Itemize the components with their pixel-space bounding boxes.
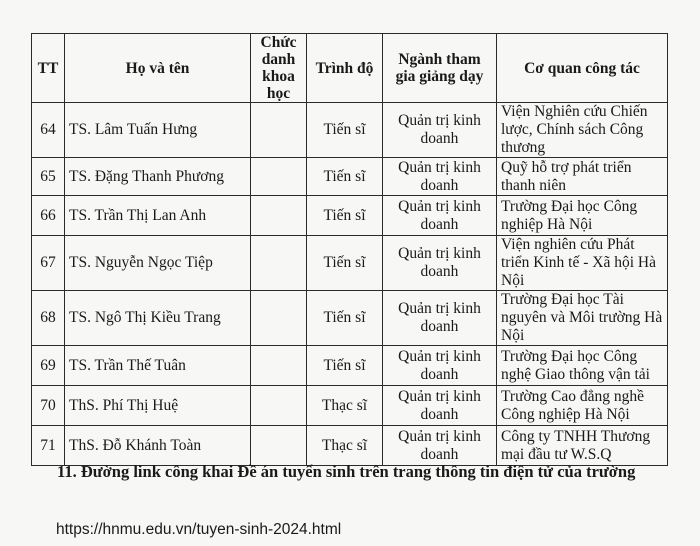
table-row <box>32 346 668 386</box>
cell-degree: Thạc sĩ <box>307 386 383 426</box>
cell-degree: Tiến sĩ <box>307 196 383 236</box>
cell-title <box>251 196 307 236</box>
cell-title <box>251 158 307 196</box>
cell-tt: 66 <box>32 196 65 236</box>
cell-field: Quản trị kinh doanh <box>383 291 497 346</box>
cell-name: TS. Đặng Thanh Phương <box>65 158 251 196</box>
cell-name: ThS. Phí Thị Huệ <box>65 386 251 426</box>
cell-org: Trường Đại học Công nghệ Giao thông vận tải <box>497 346 668 386</box>
cell-name: TS. Lâm Tuấn Hưng <box>65 103 251 158</box>
cell-name: ThS. Đỗ Khánh Toàn <box>65 426 251 466</box>
cell-degree: Tiến sĩ <box>307 291 383 346</box>
cell-title <box>251 103 307 158</box>
cell-name: TS. Nguyễn Ngọc Tiệp <box>65 236 251 291</box>
table-row <box>32 386 668 426</box>
cell-field: Quản trị kinh doanh <box>383 196 497 236</box>
cell-tt: 70 <box>32 386 65 426</box>
cell-title <box>251 426 307 466</box>
admission-link[interactable]: https://hnmu.edu.vn/tuyen-sinh-2024.html <box>56 521 342 538</box>
cell-tt: 67 <box>32 236 65 291</box>
section-heading: 11. Đường link công khai Đề án tuyển sinh trên trang thông tin điện tử của trường <box>57 462 636 481</box>
cell-name: TS. Trần Thế Tuân <box>65 346 251 386</box>
faculty-table <box>31 33 668 466</box>
table-row <box>32 196 668 236</box>
cell-tt: 68 <box>32 291 65 346</box>
header-tt: TT <box>32 34 65 103</box>
cell-title <box>251 386 307 426</box>
header-title: Chức danh khoa học <box>251 34 307 103</box>
table-row <box>32 158 668 196</box>
cell-org: Quỹ hỗ trợ phát triển thanh niên <box>497 158 668 196</box>
header-org: Cơ quan công tác <box>497 34 668 103</box>
cell-name: TS. Ngô Thị Kiều Trang <box>65 291 251 346</box>
cell-tt: 69 <box>32 346 65 386</box>
table-row <box>32 291 668 346</box>
cell-degree: Tiến sĩ <box>307 158 383 196</box>
cell-name: TS. Trần Thị Lan Anh <box>65 196 251 236</box>
cell-org: Trường Cao đẳng nghề Công nghiệp Hà Nội <box>497 386 668 426</box>
table-header-row <box>32 34 668 103</box>
cell-tt: 71 <box>32 426 65 466</box>
table-row <box>32 103 668 158</box>
cell-title <box>251 346 307 386</box>
cell-title <box>251 236 307 291</box>
cell-field: Quản trị kinh doanh <box>383 426 497 466</box>
cell-degree: Tiến sĩ <box>307 236 383 291</box>
header-name: Họ và tên <box>65 34 251 103</box>
cell-org: Viện nghiên cứu Phát triển Kinh tế - Xã hội Hà Nội <box>497 236 668 291</box>
header-field: Ngành tham gia giảng dạy <box>383 34 497 103</box>
cell-org: Trường Đại học Tài nguyên và Môi trường Hà Nội <box>497 291 668 346</box>
cell-degree: Thạc sĩ <box>307 426 383 466</box>
cell-degree: Tiến sĩ <box>307 346 383 386</box>
cell-field: Quản trị kinh doanh <box>383 158 497 196</box>
cell-org: Viện Nghiên cứu Chiến lược, Chính sách Công thương <box>497 103 668 158</box>
cell-field: Quản trị kinh doanh <box>383 346 497 386</box>
header-degree: Trình độ <box>307 34 383 103</box>
cell-field: Quản trị kinh doanh <box>383 103 497 158</box>
cell-field: Quản trị kinh doanh <box>383 236 497 291</box>
cell-field: Quản trị kinh doanh <box>383 386 497 426</box>
cell-org: Trường Đại học Công nghiệp Hà Nội <box>497 196 668 236</box>
cell-tt: 65 <box>32 158 65 196</box>
cell-tt: 64 <box>32 103 65 158</box>
cell-title <box>251 291 307 346</box>
cell-degree: Tiến sĩ <box>307 103 383 158</box>
table-row <box>32 236 668 291</box>
table-row <box>32 426 668 466</box>
cell-org: Công ty TNHH Thương mại đầu tư W.S.Q <box>497 426 668 466</box>
